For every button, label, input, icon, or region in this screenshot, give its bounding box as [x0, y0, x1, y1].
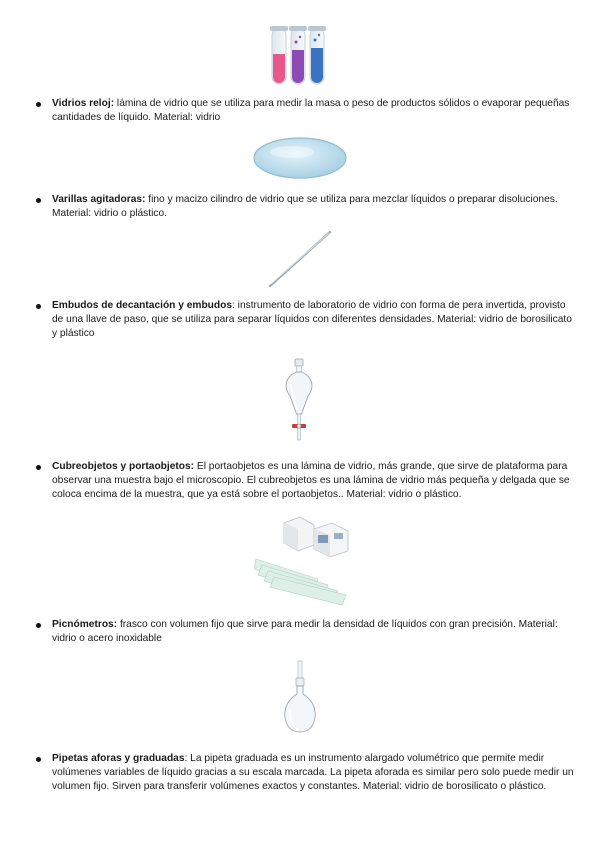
- list-item: [36, 752, 576, 794]
- slides-and-coverslips-image: [254, 515, 354, 607]
- item-description: : La pipeta graduada es un instrumento alargado volumétrico que permite medir volúmenes variables de líquido gracias a su escala marcada. La pipeta aforada es similar pero solo puede medir un volumen fijo. Sirven para transferir volúmenes exactos y constantes. Material: vidrio de borosilicato o plástico.: [52, 753, 574, 792]
- item-term: Cubreobjetos y portaobjetos:: [52, 461, 195, 472]
- bullet-icon: [36, 757, 41, 762]
- item-description: frasco con volumen fijo que sirve para medir la densidad de líquidos con gran precisión. Material: vidrio o acero inoxidable: [52, 619, 558, 644]
- bullet-icon: [36, 623, 41, 628]
- bullet-icon: [36, 102, 41, 107]
- item-term: Vidrios reloj:: [52, 98, 115, 109]
- item-description: : instrumento de laboratorio de vidrio con forma de pera invertida, provisto de una llave de paso, que se utiliza para separar líquidos con diferentes densidades. Material: vidrio de borosilicato y plástico: [52, 300, 572, 339]
- stirring-rod-image: [266, 228, 336, 290]
- item-term: Picnómetros:: [52, 619, 118, 630]
- watch-glass-image: [252, 136, 348, 180]
- bullet-icon: [36, 465, 41, 470]
- list-item: [36, 299, 576, 341]
- item-term: Embudos de decantación y embudos: [52, 300, 233, 311]
- test-tubes-image: [268, 24, 330, 88]
- item-description: lámina de vidrio que se utiliza para medir la masa o peso de productos sólidos o evaporar pequeñas cantidades de líquido. Material: vidrio: [52, 98, 570, 123]
- item-term: Varillas agitadoras:: [52, 194, 146, 205]
- item-term: Pipetas aforas y graduadas: [52, 753, 185, 764]
- item-description: El portaobjetos es una lámina de vidrio, más grande, que sirve de plataforma para observar una muestra bajo el microscopio. El cubreobjetos es una lámina de vidrio más pequeña y delgada que se coloca encima de la muestra, que ya está sobre el portaobjetos.. Material: vidrio o plástico.: [52, 461, 570, 500]
- list-item: [36, 193, 576, 221]
- item-description: fino y macizo cilindro de vidrio que se utiliza para mezclar líquidos o preparar disoluciones. Material: vidrio o plástico.: [52, 194, 558, 219]
- pycnometer-image: [280, 660, 320, 738]
- bullet-icon: [36, 304, 41, 309]
- list-item: [36, 97, 576, 125]
- bullet-icon: [36, 198, 41, 203]
- separatory-funnel-image: [282, 358, 316, 444]
- list-item: [36, 618, 576, 646]
- list-item: [36, 460, 576, 502]
